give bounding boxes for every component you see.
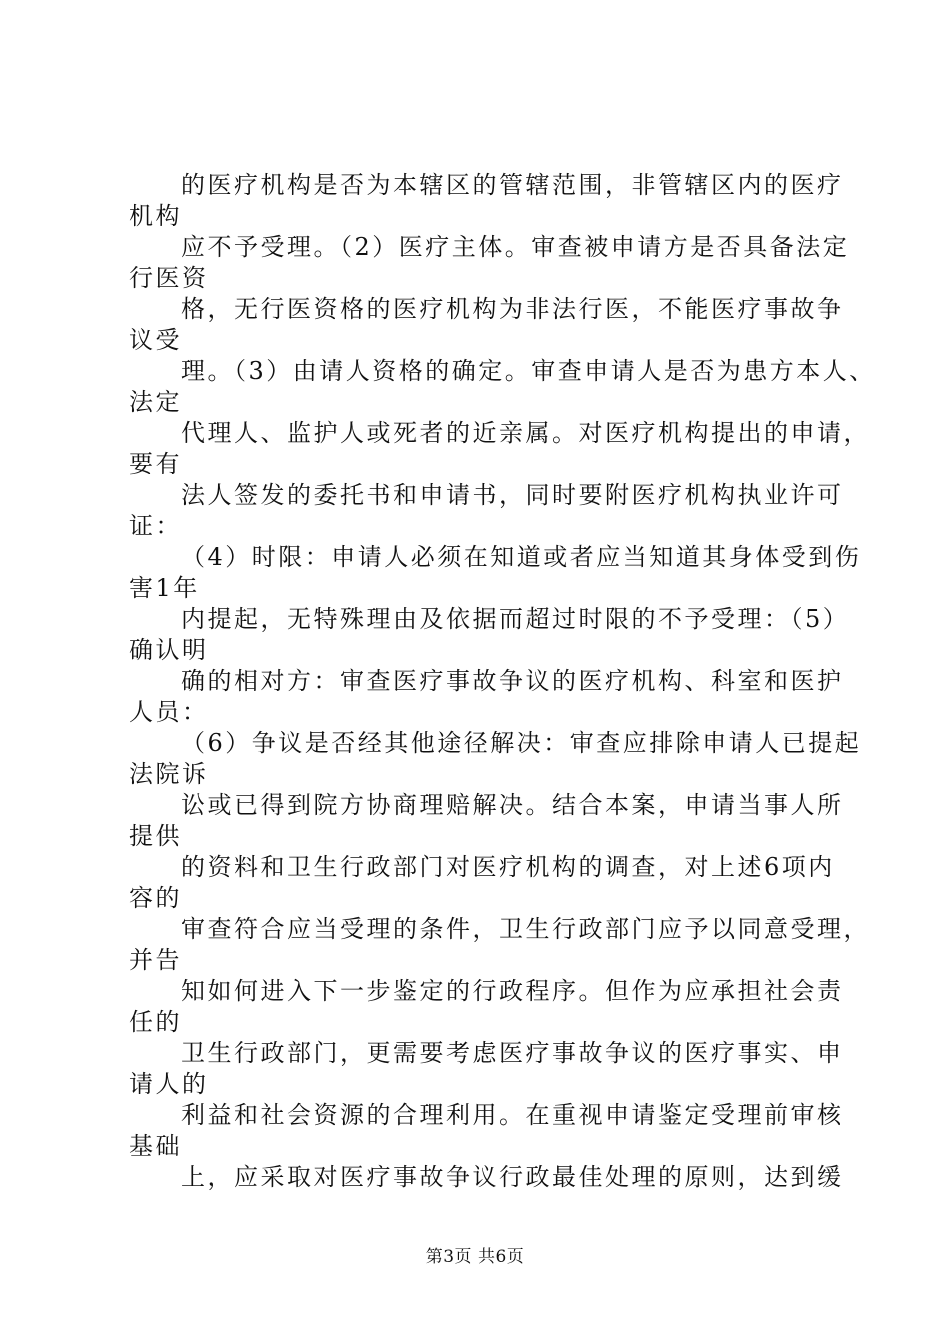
text-line-first: 利益和社会资源的合理利用。在重视申请鉴定受理前审核 xyxy=(181,1101,844,1129)
text-line xyxy=(129,852,849,914)
text-line-first: 讼或已得到院方协商理赔解决。结合本案，申请当事人所 xyxy=(181,791,844,819)
text-line xyxy=(129,356,876,418)
text-line-first: 卫生行政部门，更需要考虑医疗事故争议的医疗事实、申 xyxy=(181,1039,844,1067)
text-line-first: （6）争议是否经其他途径解决：审查应排除申请人已提起 xyxy=(181,729,862,757)
text-line xyxy=(129,170,849,232)
text-line-wrap: 害1年 xyxy=(129,574,200,602)
text-line-wrap: 机构 xyxy=(129,202,182,230)
text-line-first: 代理人、监护人或死者的近亲属。对医疗机构提出的申请， xyxy=(181,419,870,447)
text-line xyxy=(129,1162,849,1224)
text-line-first: 知如何进入下一步鉴定的行政程序。但作为应承担社会责 xyxy=(181,977,844,1005)
text-line-first: 应不予受理。（2）医疗主体。审查被申请方是否具备法定 xyxy=(181,233,850,261)
text-line-first: 法人签发的委托书和申请书，同时要附医疗机构执业许可 xyxy=(181,481,844,509)
text-line-first: 审查符合应当受理的条件，卫生行政部门应予以同意受理， xyxy=(181,915,870,943)
text-line-first: 确的相对方：审查医疗事故争议的医疗机构、科室和医护 xyxy=(181,667,844,695)
text-line-wrap: 容的 xyxy=(129,884,182,912)
page-footer xyxy=(0,1242,950,1267)
text-line xyxy=(129,976,849,1038)
text-line-first: 理。（3）由请人资格的确定。审查申请人是否为患方本人、 xyxy=(181,357,876,385)
text-line-wrap: 行医资 xyxy=(129,264,209,292)
document-body xyxy=(129,170,876,1224)
text-line-wrap: 法院诉 xyxy=(129,760,209,788)
text-line xyxy=(129,604,849,666)
text-line xyxy=(129,1038,849,1100)
text-line-wrap: 并告 xyxy=(129,946,182,974)
text-line xyxy=(129,666,849,728)
page-number-label: 第3页 共6页 xyxy=(425,1247,525,1267)
text-line-wrap: 基础 xyxy=(129,1132,182,1160)
text-line-wrap: 任的 xyxy=(129,1008,182,1036)
text-line-wrap: 证： xyxy=(129,512,182,540)
text-line-first: 的资料和卫生行政部门对医疗机构的调查，对上述6项内 xyxy=(181,853,835,881)
text-line-first: 格，无行医资格的医疗机构为非法行医，不能医疗事故争 xyxy=(181,295,844,323)
text-line xyxy=(129,728,862,790)
text-line-first: 的医疗机构是否为本辖区的管辖范围，非管辖区内的医疗 xyxy=(181,171,844,199)
text-line xyxy=(129,1100,849,1162)
text-line xyxy=(129,790,849,852)
text-line-first: 内提起，无特殊理由及依据而超过时限的不予受理：（5） xyxy=(181,605,850,633)
text-line-wrap: 议受 xyxy=(129,326,182,354)
text-line xyxy=(129,480,849,542)
text-line-wrap: 法定 xyxy=(129,388,182,416)
text-line-wrap: 确认明 xyxy=(129,636,209,664)
text-line-wrap: 人员： xyxy=(129,698,209,726)
text-line-wrap: 提供 xyxy=(129,822,182,850)
text-line xyxy=(129,294,849,356)
text-line-first: （4）时限：申请人必须在知道或者应当知道其身体受到伤 xyxy=(181,543,862,571)
text-line xyxy=(129,232,849,294)
text-line-first: 上，应采取对医疗事故争议行政最佳处理的原则，达到缓 xyxy=(181,1163,844,1191)
text-line xyxy=(129,542,862,604)
text-line-wrap: 要有 xyxy=(129,450,182,478)
text-line xyxy=(129,914,870,976)
text-line xyxy=(129,418,870,480)
text-line-wrap: 请人的 xyxy=(129,1070,209,1098)
